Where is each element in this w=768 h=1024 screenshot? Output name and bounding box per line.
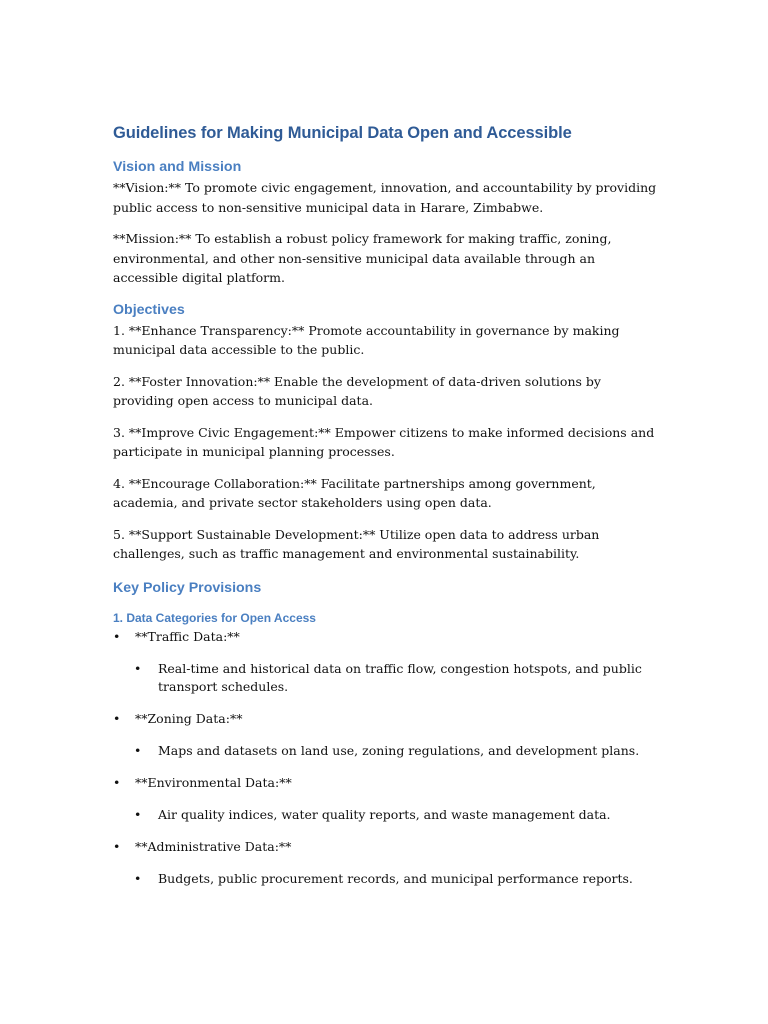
category-label: **Environmental Data:** — [135, 774, 292, 790]
bullet-icon: • — [113, 838, 121, 854]
bullet-icon: • — [113, 628, 121, 644]
category-label: **Traffic Data:** — [135, 628, 240, 644]
objective-item: 4. **Encourage Collaboration:** Facilitate partnerships among government, academia, and private sector stakeholders using open data. — [113, 475, 596, 510]
bullet-icon: • — [113, 774, 121, 790]
subheading-data-categories: 1. Data Categories for Open Access — [113, 610, 316, 625]
list-item — [113, 838, 658, 856]
list-item — [113, 870, 658, 888]
data-categories-list — [113, 628, 658, 888]
mission-paragraph: **Mission:** To establish a robust policy framework for making traffic, zoning, environmental, and other non-sensitive municipal data available through an accessible digital platform. — [113, 231, 612, 285]
heading-objectives: Objectives — [113, 301, 185, 318]
heading-vision-mission: Vision and Mission — [113, 159, 242, 175]
bullet-icon: • — [113, 710, 121, 726]
heading-key-provisions: Key Policy Provisions — [113, 579, 262, 596]
list-item — [113, 628, 658, 646]
document-title: Guidelines for Making Municipal Data Open and Accessible — [113, 124, 572, 142]
list-item — [113, 660, 658, 696]
category-detail: Real-time and historical data on traffic flow, congestion hotspots, and public transport schedules. — [158, 660, 642, 694]
bullet-icon: • — [134, 806, 142, 822]
category-detail: Air quality indices, water quality reports, and waste management data. — [158, 806, 611, 822]
vision-paragraph: **Vision:** To promote civic engagement, innovation, and accountability by providing public access to non-sensitive municipal data in Harare, Zimbabwe. — [113, 180, 657, 215]
bullet-icon: • — [134, 870, 142, 886]
category-detail: Maps and datasets on land use, zoning regulations, and development plans. — [158, 742, 640, 758]
list-item — [113, 774, 658, 792]
list-item — [113, 710, 658, 728]
list-item — [113, 806, 658, 824]
bullet-icon: • — [134, 742, 142, 758]
objective-item: 1. **Enhance Transparency:** Promote accountability in governance by making municipal data accessible to the public. — [113, 322, 620, 357]
category-label: **Administrative Data:** — [135, 838, 292, 854]
bullet-icon: • — [134, 660, 142, 676]
objective-item: 5. **Support Sustainable Development:** Utilize open data to address urban challenges, such as traffic management and environmental sustainability. — [113, 526, 600, 561]
objective-item: 2. **Foster Innovation:** Enable the development of data-driven solutions by providing open access to municipal data. — [113, 373, 601, 408]
category-detail: Budgets, public procurement records, and municipal performance reports. — [158, 870, 633, 886]
list-item — [113, 742, 658, 760]
objective-item: 3. **Improve Civic Engagement:** Empower citizens to make informed decisions and participate in municipal planning processes. — [113, 424, 655, 459]
category-label: **Zoning Data:** — [135, 710, 243, 726]
document-body — [113, 124, 658, 902]
